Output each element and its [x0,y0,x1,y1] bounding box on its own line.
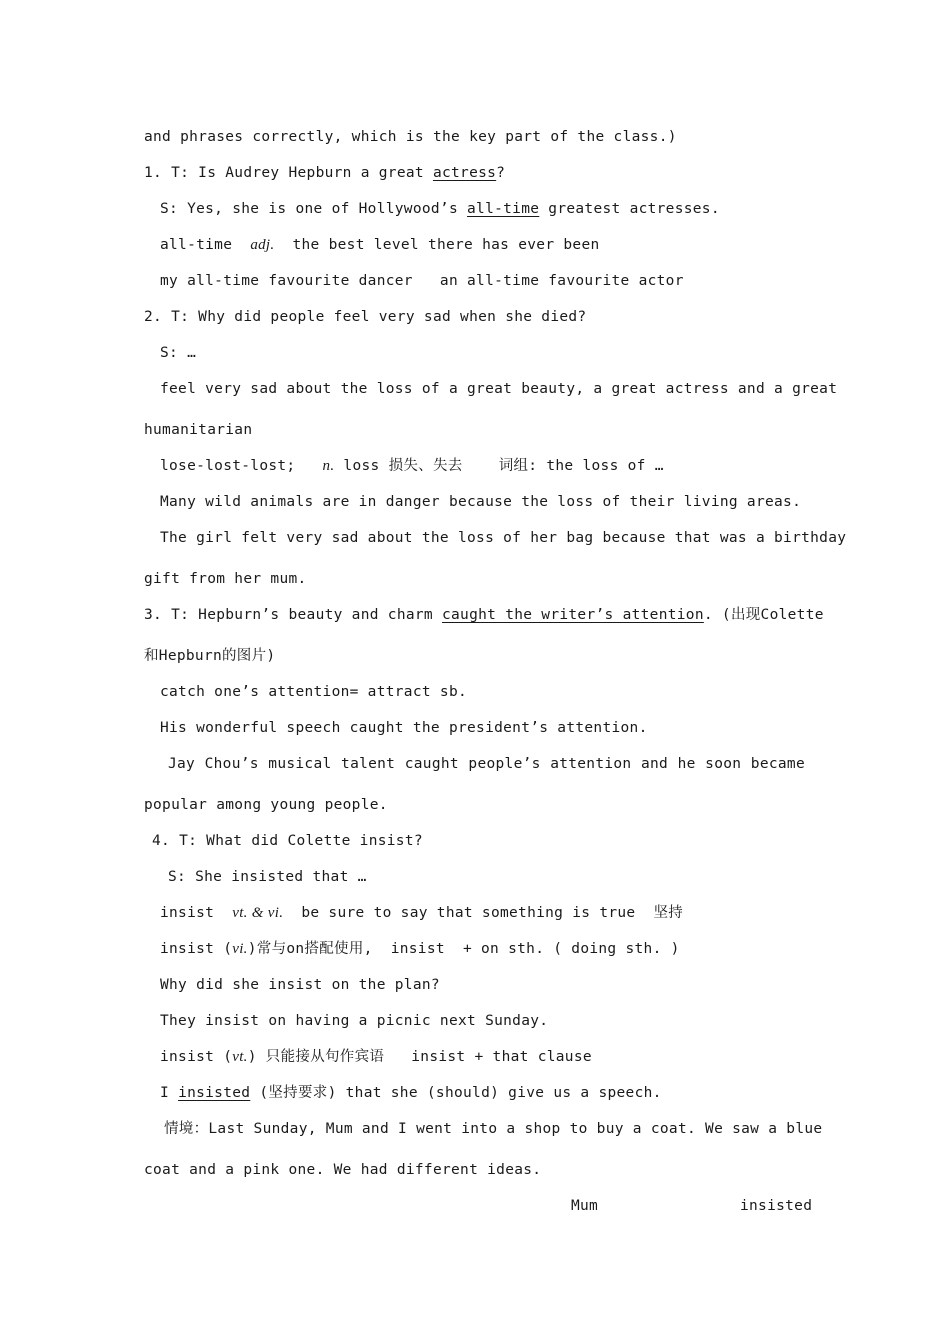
example-insist-1: Why did she insist on the plan? [160,977,440,993]
example-insist-2: They insist on having a picnic next Sunday. [160,1013,549,1029]
example-all-time: my all-time favourite dancer an all-time favourite actor [160,273,684,289]
definition-all-time: all-time adj. the best level there has ever been [160,237,600,253]
example-insist-3: I insisted (坚持要求) that she (should) give us a speech. [160,1085,662,1101]
vocab-caught-attention: caught the writer’s attention [441,607,704,623]
definition-insist: insist vt. & vi. be sure to say that something is true 坚持 [160,905,684,921]
definition-insist-vi: insist (vi.)常与on搭配使用, insist + on sth. ( doing sth. ) [160,941,680,957]
context-line-1: 情境：Last Sunday, Mum and I went into a shop to buy a coat. We saw a blue [164,1121,823,1137]
example-attention-2-cont: popular among young people. [144,797,388,813]
last-line-insisted: insisted [740,1198,813,1214]
example-loss-3-cont: gift from her mum. [144,571,307,587]
question-4: 4. T: What did Colette insist? [152,833,423,849]
example-loss-3: The girl felt very sad about the loss of her bag because that was a birthday [160,530,847,546]
example-loss-1-cont: humanitarian [144,422,253,438]
question-2: 2. T: Why did people feel very sad when she died? [144,309,587,325]
answer-4: S: She insisted that … [168,869,367,885]
vocab-actress: actress [432,165,497,181]
answer-2: S: … [160,345,197,361]
question-3: 3. T: Hepburn’s beauty and charm caught the writer’s attention. (出现Colette [144,607,824,623]
example-loss-1: feel very sad about the loss of a great beauty, a great actress and a great [160,381,838,397]
question-3-cont: 和Hepburn的图片) [144,648,276,664]
example-loss-2: Many wild animals are in danger because the loss of their living areas. [160,494,802,510]
answer-1: S: Yes, she is one of Hollywood’s all-time greatest actresses. [160,201,720,217]
context-line-2: coat and a pink one. We had different ideas. [144,1162,542,1178]
example-attention-2: Jay Chou’s musical talent caught people’s attention and he soon became [168,756,805,772]
vocab-insisted: insisted [178,1085,251,1101]
intro-line: and phrases correctly, which is the key part of the class.) [144,129,677,145]
example-attention-1: His wonderful speech caught the president’s attention. [160,720,648,736]
definition-insist-vt: insist (vt.) 只能接从句作宾语 insist + that clause [160,1049,592,1065]
question-1: 1. T: Is Audrey Hepburn a great actress? [144,165,506,181]
last-line-mum: Mum [571,1198,599,1214]
vocab-all-time: all-time [467,201,540,217]
definition-loss: lose-lost-lost; n. loss 损失、失去 词组: the loss of … [160,458,664,474]
definition-catch-attention: catch one’s attention= attract sb. [160,684,468,700]
